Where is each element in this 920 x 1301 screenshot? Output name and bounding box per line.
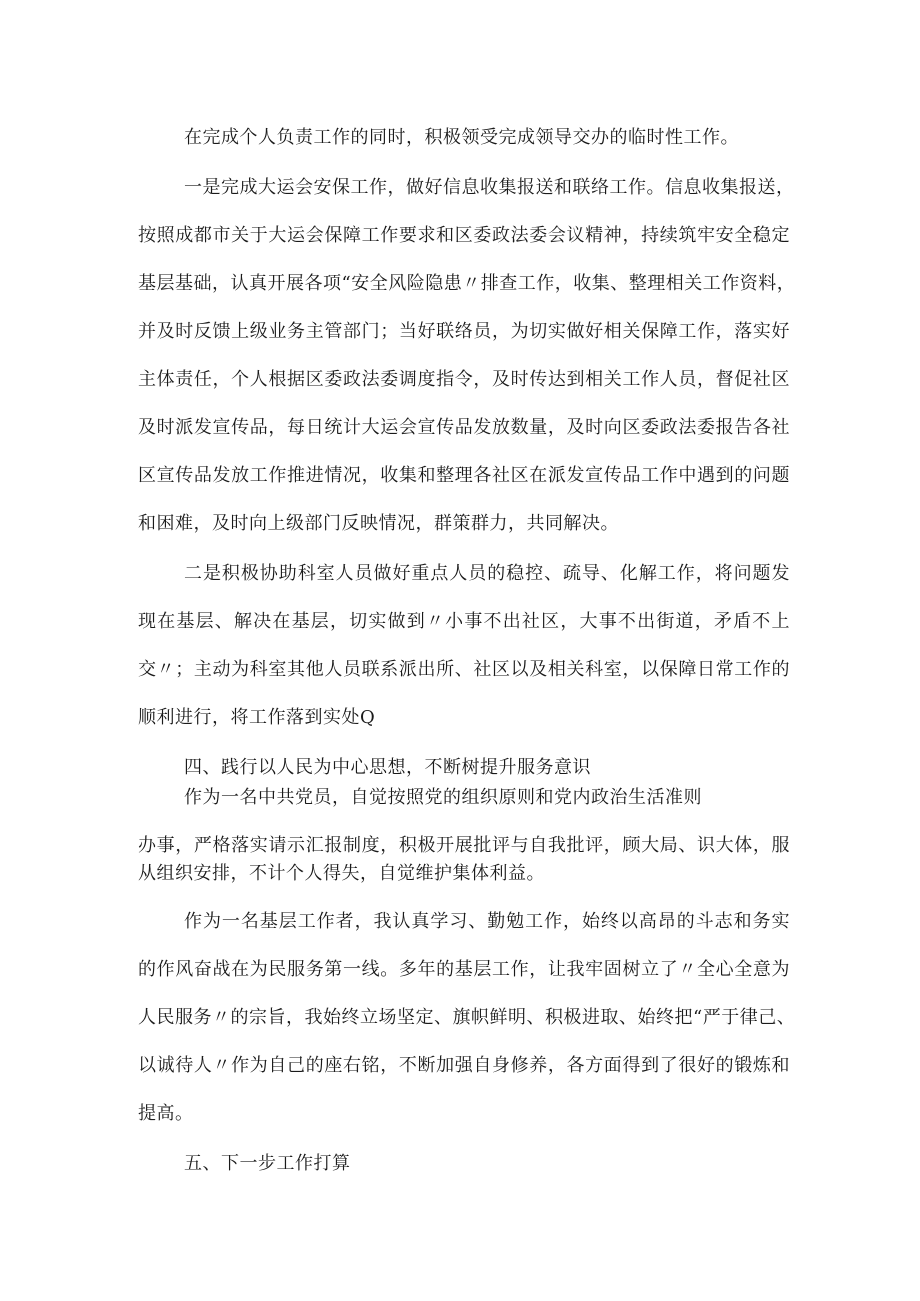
paragraph-grassroots-line-2: 的作风奋战在为民服务第一线。多年的基层工作，让我牢固树立了〃全心全意为: [138, 959, 790, 980]
paragraph-security-line-5: 主体责任，个人根据区委政法委调度指令，及时传达到相关工作人员，督促社区: [138, 369, 790, 390]
paragraph-assist-line-4: 顺利进行，将工作落到实处Q: [138, 707, 376, 728]
paragraph-grassroots-line-3: 人民服务〃的宗旨，我始终立场坚定、旗帜鲜明、积极进取、始终把“严于律己、: [138, 1007, 796, 1028]
paragraph-security-line-8: 和困难，及时向上级部门反映情况，群策群力，共同解决。: [138, 513, 619, 534]
paragraph-party-line-2: 办事，严格落实请示汇报制度，积极开展批评与自我批评，顾大局、识大体，服: [138, 835, 790, 856]
paragraph-temporary-work-line-1: 在完成个人负责工作的同时，积极领受完成领导交办的临时性工作。: [184, 127, 739, 148]
paragraph-party-line-3: 从组织安排，不计个人得失，自觉维护集体利益。: [138, 863, 545, 884]
paragraph-security-line-7: 区宣传品发放工作推进情况，收集和整理各社区在派发宣传品工作中遇到的问题: [138, 465, 790, 486]
paragraph-security-line-4: 并及时反馈上级业务主管部门；当好联络员，为切实做好相关保障工作，落实好: [138, 321, 790, 342]
paragraph-assist-line-2: 现在基层、解决在基层，切实做到〃小事不出社区，大事不出街道，矛盾不上: [138, 611, 790, 632]
paragraph-grassroots-line-4: 以诚待人〃作为自己的座右铭，不断加强自身修养，各方面得到了很好的锻炼和: [138, 1055, 790, 1076]
section-heading-5: 五、下一步工作打算: [184, 1153, 351, 1174]
paragraph-security-line-6: 及时派发宣传品，每日统计大运会宣传品发放数量，及时向区委政法委报告各社: [138, 417, 790, 438]
paragraph-security-line-2: 按照成都市关于大运会保障工作要求和区委政法委会议精神，持续筑牢安全稳定: [138, 225, 790, 246]
paragraph-security-line-3: 基层基础，认真开展各项“安全风险隐患〃排查工作，收集、整理相关工作资料，: [138, 273, 796, 294]
paragraph-assist-line-3: 交〃；主动为科室其他人员联系派出所、社区以及相关科室，以保障日常工作的: [138, 659, 790, 680]
paragraph-party-line-1: 作为一名中共党员，自觉按照党的组织原则和党内政治生活准则: [184, 787, 702, 808]
paragraph-assist-line-1: 二是积极协助科室人员做好重点人员的稳控、疏导、化解工作，将问题发: [184, 563, 790, 584]
paragraph-grassroots-line-5: 提高。: [138, 1103, 194, 1124]
section-heading-4: 四、践行以人民为中心思想，不断树提升服务意识: [184, 757, 591, 778]
paragraph-grassroots-line-1: 作为一名基层工作者，我认真学习、勤勉工作，始终以高昂的斗志和务实: [184, 911, 790, 932]
paragraph-security-line-1: 一是完成大运会安保工作，做好信息收集报送和联络工作。信息收集报送，: [184, 177, 795, 198]
